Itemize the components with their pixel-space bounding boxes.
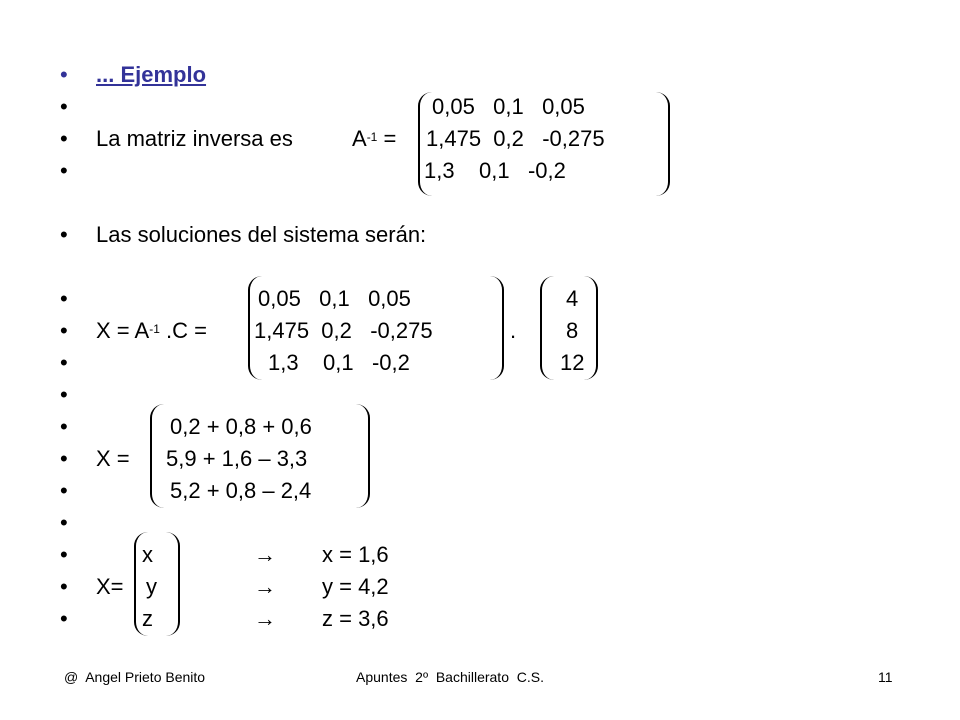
solutions-text: Las soluciones del sistema serán: — [96, 222, 427, 247]
matrix-row: 1,475 0,2 -0,275 — [254, 318, 433, 343]
bullet: • — [60, 478, 68, 503]
bullet: • — [60, 542, 68, 567]
bullet: • — [60, 158, 68, 183]
bullet: • — [60, 350, 68, 375]
vector-entry: 4 — [566, 286, 579, 311]
arrow-right-icon: → — [254, 542, 276, 567]
right-paren — [656, 92, 670, 196]
var-entry: x — [142, 542, 153, 567]
result-value: y = 4,2 — [322, 574, 389, 599]
vector-entry: 8 — [566, 318, 579, 343]
right-paren — [584, 276, 598, 380]
sum-row: 5,2 + 0,8 – 2,4 — [170, 478, 312, 503]
bullet: • — [60, 62, 68, 87]
page-number: 11 — [878, 669, 893, 685]
bullet: • — [60, 382, 68, 407]
sum-row: 0,2 + 0,8 + 0,6 — [170, 414, 312, 439]
matrix-row: 1,3 0,1 -0,2 — [268, 350, 410, 375]
bullet: • — [60, 286, 68, 311]
arrow-right-icon: → — [254, 606, 276, 631]
bullet: • — [60, 318, 68, 343]
equals-sign: = — [383, 126, 397, 151]
product-lhs — [96, 318, 207, 344]
matrix-row: 1,3 0,1 -0,2 — [424, 158, 566, 183]
arrow-right-icon: → — [254, 574, 276, 599]
result-lhs: X= — [96, 574, 124, 599]
matrix-row: 0,05 0,1 0,05 — [258, 286, 411, 311]
bullet: • — [60, 606, 68, 631]
bullet: • — [60, 126, 68, 151]
result-value: x = 1,6 — [322, 542, 389, 567]
sums-lhs: X = — [96, 446, 130, 471]
bullet: • — [60, 446, 68, 471]
slide-title: ... Ejemplo — [96, 62, 207, 87]
vector-entry: 12 — [560, 350, 585, 375]
right-paren — [356, 404, 370, 508]
var-entry: y — [146, 574, 157, 599]
inverse-label: La matriz inversa es — [96, 126, 293, 151]
exponent: -1 — [366, 130, 378, 144]
exponent: -1 — [149, 322, 160, 336]
right-paren — [490, 276, 504, 380]
footer-course: Apuntes 2º Bachillerato C.S. — [356, 669, 544, 685]
left-paren — [540, 276, 554, 380]
product-prefix: X = A — [96, 318, 150, 343]
var-entry: z — [142, 606, 153, 631]
bullet: • — [60, 510, 68, 535]
product-suffix: .C = — [166, 318, 207, 343]
sum-row: 5,9 + 1,6 – 3,3 — [166, 446, 308, 471]
bullet: • — [60, 222, 68, 247]
bullet: • — [60, 414, 68, 439]
matrix-symbol: A — [352, 126, 367, 151]
result-value: z = 3,6 — [322, 606, 389, 631]
inverse-lhs — [352, 126, 396, 152]
left-paren — [150, 404, 164, 508]
matrix-row: 0,05 0,1 0,05 — [432, 94, 585, 119]
right-paren — [166, 532, 180, 636]
dot-operator: . — [510, 318, 517, 343]
bullet: • — [60, 94, 68, 119]
matrix-row: 1,475 0,2 -0,275 — [426, 126, 605, 151]
footer-author: @ Angel Prieto Benito — [64, 669, 206, 685]
bullet: • — [60, 574, 68, 599]
